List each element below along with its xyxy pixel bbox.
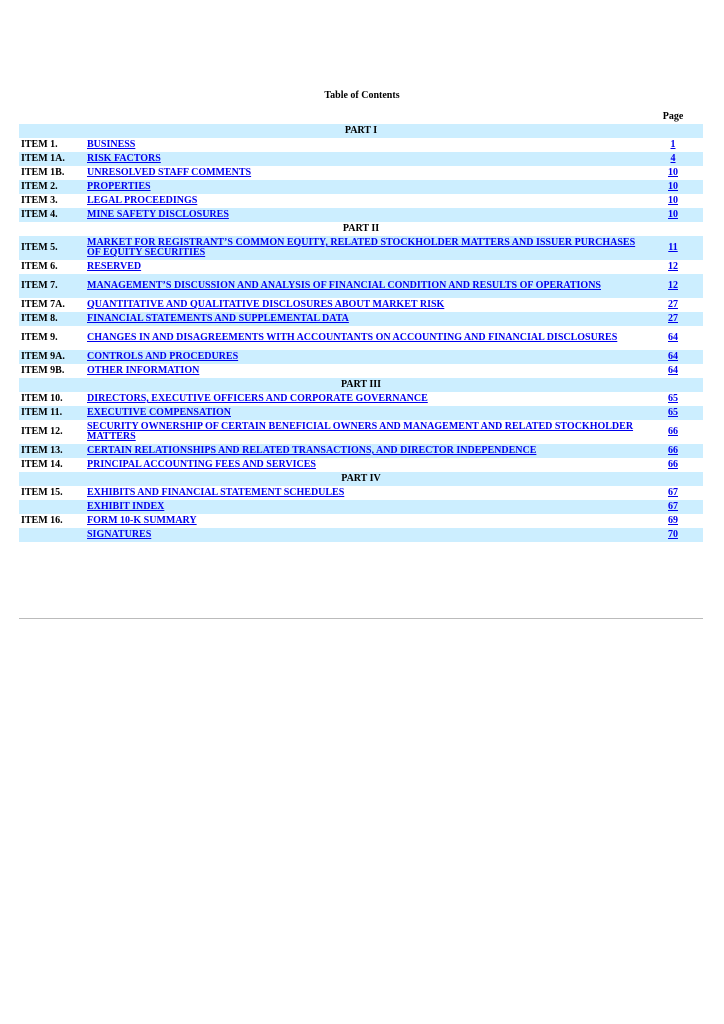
- page-link[interactable]: 70: [668, 529, 678, 540]
- page-link[interactable]: 10: [668, 209, 678, 220]
- section-link[interactable]: MARKET FOR REGISTRANT’S COMMON EQUITY, RELATED STOCKHOLDER MATTERS AND ISSUER PURCHASES OF EQUITY SECURITIES: [87, 237, 636, 258]
- item-number: ITEM 7A.: [21, 299, 65, 310]
- part-heading-row: [19, 222, 703, 236]
- page-header-row: [19, 110, 703, 124]
- section-link[interactable]: UNRESOLVED STAFF COMMENTS: [87, 167, 252, 178]
- toc-row: [19, 236, 703, 260]
- page-link[interactable]: 10: [668, 167, 678, 178]
- page-link[interactable]: 69: [668, 515, 678, 526]
- section-link[interactable]: QUANTITATIVE AND QUALITATIVE DISCLOSURES ABOUT MARKET RISK: [87, 299, 445, 310]
- toc-row: [19, 514, 703, 528]
- page-link[interactable]: 12: [668, 280, 678, 291]
- page-link[interactable]: 66: [668, 426, 678, 437]
- item-number: ITEM 8.: [19, 312, 85, 326]
- item-number: ITEM 11.: [19, 406, 85, 420]
- item-number: ITEM 5.: [19, 236, 85, 260]
- section-link[interactable]: DIRECTORS, EXECUTIVE OFFICERS AND CORPORATE GOVERNANCE: [87, 393, 428, 404]
- page-link[interactable]: 67: [668, 501, 678, 512]
- section-link[interactable]: LEGAL PROCEEDINGS: [87, 195, 198, 206]
- item-number: ITEM 1.: [21, 139, 58, 150]
- page-link[interactable]: 64: [668, 332, 678, 343]
- item-number: ITEM 1B.: [21, 167, 65, 178]
- page-link[interactable]: 64: [668, 351, 678, 362]
- section-link[interactable]: FINANCIAL STATEMENTS AND SUPPLEMENTAL DATA: [87, 313, 349, 324]
- section-link[interactable]: CONTROLS AND PROCEDURES: [87, 351, 239, 362]
- page-link[interactable]: 65: [668, 393, 678, 404]
- toc-title: Table of Contents: [324, 90, 400, 101]
- toc-row: [19, 260, 703, 274]
- item-number: ITEM 15.: [21, 487, 63, 498]
- toc-row: [19, 180, 703, 194]
- item-number: ITEM 3.: [21, 195, 58, 206]
- section-link[interactable]: PRINCIPAL ACCOUNTING FEES AND SERVICES: [87, 459, 316, 470]
- item-number: ITEM 16.: [21, 515, 63, 526]
- page-link[interactable]: 65: [668, 407, 678, 418]
- part-heading: PART IV: [19, 472, 703, 486]
- item-number: ITEM 6.: [21, 261, 58, 272]
- page-link[interactable]: 12: [668, 261, 678, 272]
- item-number: ITEM 9A.: [19, 350, 85, 364]
- item-number: ITEM 10.: [21, 393, 63, 404]
- toc-row: [19, 350, 703, 364]
- toc-row: [19, 312, 703, 326]
- toc-row: [19, 392, 703, 406]
- item-number: ITEM 14.: [21, 459, 63, 470]
- item-number: ITEM 4.: [19, 208, 85, 222]
- toc-table: [19, 110, 703, 542]
- part-heading-row: [19, 378, 703, 392]
- item-number: ITEM 9B.: [21, 365, 65, 376]
- part-heading-row: [19, 124, 703, 138]
- toc-row: [19, 364, 703, 378]
- section-link[interactable]: FORM 10-K SUMMARY: [87, 515, 197, 526]
- item-number: ITEM 9.: [21, 332, 58, 343]
- page-link[interactable]: 66: [668, 445, 678, 456]
- section-link[interactable]: MANAGEMENT’S DISCUSSION AND ANALYSIS OF FINANCIAL CONDITION AND RESULTS OF OPERATIONS: [87, 280, 601, 291]
- page-divider: [19, 618, 703, 619]
- section-link[interactable]: CHANGES IN AND DISAGREEMENTS WITH ACCOUNTANTS ON ACCOUNTING AND FINANCIAL DISCLOSURES: [87, 332, 618, 343]
- toc-row: [19, 298, 703, 312]
- item-number: ITEM 1A.: [19, 152, 85, 166]
- item-number: [19, 528, 85, 542]
- page-link[interactable]: 27: [668, 313, 678, 324]
- part-heading: PART I: [19, 124, 703, 138]
- section-link[interactable]: RESERVED: [87, 261, 142, 272]
- toc-row: [19, 500, 703, 514]
- section-link[interactable]: SECURITY OWNERSHIP OF CERTAIN BENEFICIAL OWNERS AND MANAGEMENT AND RELATED STOCKHOLDER MATTERS: [87, 421, 634, 442]
- section-link[interactable]: BUSINESS: [87, 139, 136, 150]
- page-link[interactable]: 4: [670, 153, 676, 164]
- toc-row: [19, 138, 703, 152]
- part-heading-row: [19, 472, 703, 486]
- section-link[interactable]: CERTAIN RELATIONSHIPS AND RELATED TRANSACTIONS, AND DIRECTOR INDEPENDENCE: [87, 445, 537, 456]
- toc-row: [19, 326, 703, 350]
- toc-row: [19, 486, 703, 500]
- toc-row: [19, 458, 703, 472]
- page-link[interactable]: 10: [668, 195, 678, 206]
- page-column-header: Page: [662, 111, 684, 122]
- part-heading: PART III: [19, 378, 703, 392]
- section-link[interactable]: OTHER INFORMATION: [87, 365, 200, 376]
- section-link[interactable]: PROPERTIES: [87, 181, 151, 192]
- section-link[interactable]: SIGNATURES: [87, 529, 152, 540]
- page-link[interactable]: 64: [668, 365, 678, 376]
- page-link[interactable]: 10: [668, 181, 678, 192]
- page-link[interactable]: 1: [670, 139, 676, 150]
- item-number: ITEM 12.: [21, 426, 63, 437]
- part-heading: PART II: [342, 223, 380, 234]
- toc-row: [19, 274, 703, 298]
- section-link[interactable]: MINE SAFETY DISCLOSURES: [87, 209, 229, 220]
- section-link[interactable]: EXHIBITS AND FINANCIAL STATEMENT SCHEDULES: [87, 487, 345, 498]
- toc-row: [19, 152, 703, 166]
- section-link[interactable]: EXECUTIVE COMPENSATION: [87, 407, 231, 418]
- page-link[interactable]: 66: [668, 459, 678, 470]
- toc-row: [19, 166, 703, 180]
- toc-row: [19, 406, 703, 420]
- item-number: ITEM 7.: [19, 274, 85, 298]
- section-link[interactable]: EXHIBIT INDEX: [87, 501, 165, 512]
- page-link[interactable]: 11: [668, 242, 678, 253]
- item-number: ITEM 2.: [19, 180, 85, 194]
- toc-row: [19, 420, 703, 444]
- page-link[interactable]: 27: [668, 299, 678, 310]
- page-link[interactable]: 67: [668, 487, 678, 498]
- item-number: [19, 500, 85, 514]
- item-number: ITEM 13.: [19, 444, 85, 458]
- section-link[interactable]: RISK FACTORS: [87, 153, 161, 164]
- toc-row: [19, 194, 703, 208]
- toc-row: [19, 208, 703, 222]
- toc-row: [19, 528, 703, 542]
- toc-row: [19, 444, 703, 458]
